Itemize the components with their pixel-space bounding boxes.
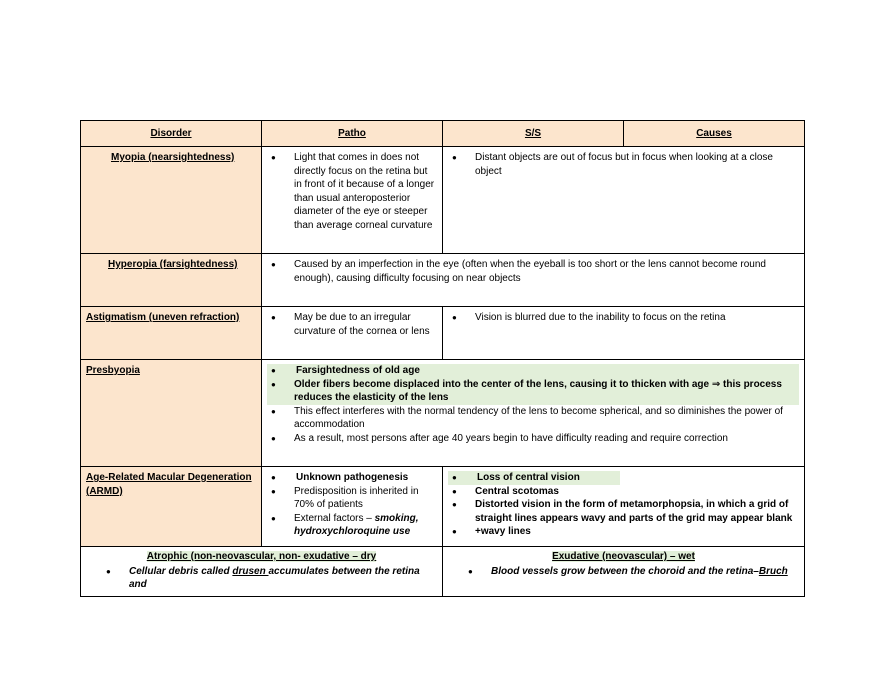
ss-cell — [443, 467, 805, 547]
disorder-name: Astigmatism (uneven refraction) — [86, 312, 240, 323]
patho-cell — [262, 254, 805, 307]
patho-cell — [262, 360, 805, 467]
disorder-cell — [81, 307, 262, 360]
list-item: ● This effect interferes with the normal tendency of the lens to become spherical, and so diminishes the power of accommodation — [267, 405, 799, 432]
patho-cell — [262, 467, 443, 547]
exudative-cell — [443, 547, 805, 597]
disorder-name: Myopia (nearsightedness) — [111, 152, 235, 163]
disorder-name: Age-Related Macular Degeneration (ARMD) — [86, 472, 252, 497]
list-item: ● Central scotomas — [448, 485, 799, 499]
ss-cell — [443, 307, 805, 360]
ss-cell — [443, 147, 805, 254]
row-myopia — [81, 147, 805, 254]
row-armd — [81, 467, 805, 547]
atrophic-cell — [81, 547, 443, 597]
list-item: ● May be due to an irregular curvature of the cornea or lens — [267, 311, 437, 338]
disorder-name: Presbyopia — [86, 365, 140, 376]
list-item: ● Caused by an imperfection in the eye (often when the eyeball is too short or the lens cannot become round enough), causing difficulty focusing on near objects — [267, 258, 799, 285]
row-presbyopia — [81, 360, 805, 467]
row-armd-types — [81, 547, 805, 597]
header-disorder: Disorder — [81, 121, 262, 147]
patho-cell — [262, 147, 443, 254]
list-item: ● Blood vessels grow between the choroid and the retina–Bruch — [448, 565, 799, 579]
list-item: ● Predisposition is inherited in 70% of patients — [267, 485, 437, 512]
disorder-cell — [81, 467, 262, 547]
disorder-cell — [81, 254, 262, 307]
list-item: ● As a result, most persons after age 40 years begin to have difficulty reading and require correction — [267, 432, 799, 446]
list-item: ● Vision is blurred due to the inability to focus on the retina — [448, 311, 799, 325]
disorder-name: Hyperopia (farsightedness) — [108, 259, 238, 270]
list-item: ● Older fibers become displaced into the center of the lens, causing it to thicken with age ⇒ this process reduces the elasticity of the lens — [267, 378, 799, 405]
header-patho: Patho — [262, 121, 443, 147]
list-item: ● Farsightedness of old age — [267, 364, 799, 378]
header-row — [81, 121, 805, 147]
list-item: ● Distorted vision in the form of metamorphopsia, in which a grid of straight lines appears wavy and parts of the grid may appear blank — [448, 498, 799, 525]
disorder-cell — [81, 147, 262, 254]
list-item: ● Light that comes in does not directly focus on the retina but in front of it because of a longer than usual anteroposterior diameter of the eye or steeper than average corneal curvature — [267, 151, 437, 232]
disorders-table — [80, 120, 805, 597]
row-hyperopia — [81, 254, 805, 307]
list-item: ● +wavy lines — [448, 525, 799, 539]
list-item: ● Distant objects are out of focus but in focus when looking at a close object — [448, 151, 799, 178]
list-item: ● Cellular debris called drusen accumulates between the retina and — [86, 565, 437, 592]
list-item: ● Unknown pathogenesis — [267, 471, 437, 485]
list-item: ● External factors – smoking, hydroxychloroquine use — [267, 512, 437, 539]
header-ss: S/S — [443, 121, 624, 147]
atrophic-title: Atrophic (non-neovascular, non- exudative – dry — [146, 551, 377, 562]
disorder-cell — [81, 360, 262, 467]
patho-cell — [262, 307, 443, 360]
row-astigmatism — [81, 307, 805, 360]
list-item: ● Loss of central vision — [448, 471, 620, 485]
exudative-title: Exudative (neovascular) – wet — [552, 551, 695, 562]
header-causes: Causes — [624, 121, 805, 147]
